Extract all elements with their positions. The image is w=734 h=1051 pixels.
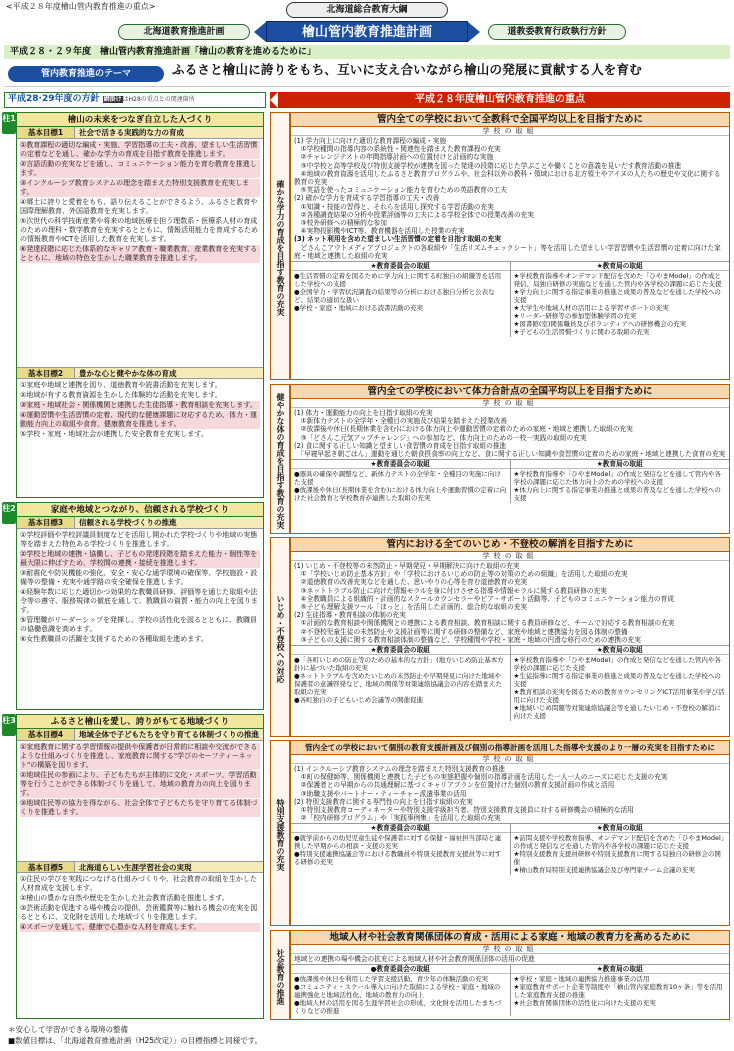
board-column — [291, 460, 510, 503]
column-item: ★地域いじめ問題等対策連絡協議会等を通したいじめ・不登校の解消に向けた支援 — [513, 704, 721, 721]
goal-label: 基本目標2 — [17, 368, 75, 378]
pillar-box — [16, 112, 264, 498]
goal-item: ②檜山の豊かな自然や歴史を生かした社会教育活動を推進します。 — [20, 894, 229, 902]
goal-items — [17, 139, 263, 367]
goal-item: ③地域住民等の協力を得ながら、社会全体で子どもたちを守り育てる体制づくりを推進します。 — [20, 799, 260, 817]
effort-line: ①町の保健師等、関係機関と連携した子どもの実態把握や個別の指導計画を活用した一人一人のニーズに応じた支援の充実 — [294, 773, 668, 782]
column-item: ●地域人材の活用を図る生涯学習社会の形成、文化財を活用したまちづくりなどの推進 — [294, 999, 502, 1016]
effort-line: ①計画的な教育相談や関係機関との連携による教育相談、教育相談に関する教員研修など、チームで対応する教育相談の充実 — [294, 619, 675, 628]
section-label: いじめ・不登校への対応 — [270, 537, 290, 737]
board-efforts — [291, 823, 729, 875]
column-head: ★教育局の取組 — [511, 262, 730, 271]
board-efforts — [291, 261, 729, 337]
effort-line: ①新体力テストの全学年・全種目の実施及び結果を踏まえた授業改善 — [294, 417, 508, 426]
effort-line: ①知識・技能の習得と、それらを活用し探究する学習活動の充実 — [294, 202, 494, 211]
pillar-box — [16, 502, 264, 710]
priority-arrow-icon — [270, 92, 278, 108]
board-efforts — [291, 964, 729, 1016]
goal-item: ④経験年数に応じた適切かつ効果的な教職員研修、評価等を通じた取組や法令等の遵守、服務規律の徹底を通して、教職員の資質・能力の向上を図ります。 — [20, 588, 258, 614]
goal-item: ②地域が有する教育資源を生かした体験的な活動を充実します。 — [20, 391, 222, 399]
section-title: 地域人材や社会教育関係団体の育成・活用による家庭・地域の教育力を高めるために — [291, 931, 729, 945]
effort-line: ③子どもの支援に関する教育相談体制の整備など、学校種間や学校・家庭・地域の円滑な移行のための連携の充実 — [294, 635, 642, 644]
pillar-title: 檜山の未来をつなぎ自立した人づくり — [17, 113, 263, 127]
school-efforts-head: 学校の取組 — [291, 399, 729, 408]
priority-section — [290, 537, 730, 737]
effort-line: ②道徳教育の改善充実などを通した、思いやりの心等を育む道徳教育の充実 — [294, 578, 528, 587]
priority-section — [290, 384, 730, 534]
pillar-label: 柱1 — [2, 112, 16, 134]
goal-item: ③芸術活動を促進する場や機会の提供、芸術鑑賞等に触れる機会の充実を図るとともに、文化財を活用した地域づくりを推進します。 — [20, 904, 258, 921]
column-item: ★リーダー研修等の参加型体験学習の充実 — [513, 312, 637, 321]
section-title: 管内全ての学校において体力合計点の全国平均以上を目指すために — [291, 385, 729, 399]
section-label: 確かな学力の育成を目指す教育の充実 — [270, 112, 290, 380]
effort-line: (1) いじめ・不登校等の未然防止・早期発見・早期解決に向けた取組の充実 — [294, 562, 520, 570]
column-head: ★教育局の取組 — [511, 460, 730, 469]
column-item: ★訪問支援や学校教育指導、オンデマンド配信を含めた「ひやまModel」の作成と発信などを通した管内や各学校の課題に応じた支援 — [513, 834, 725, 851]
goal-head — [17, 367, 263, 379]
goal-item: ④運動習慣や生活習慣の定着、現代的な健康課題に対応するため、体力・運動能力向上の取組や食育、健康教育を推進します。 — [20, 411, 260, 429]
pillar-title: ふるさと檜山を愛し、誇りがもてる地域づくり — [17, 715, 263, 729]
goal-label: 基本目標5 — [17, 862, 75, 872]
goal-item: ①家庭教育に関する学習情報の提供や保護者が日常的に相談や交流ができるような仕組みづくりを推進し、家庭教育に関する"学びのセーフティーネット"の構築を図ります。 — [20, 743, 260, 770]
effort-line: ③中学校と高等学校及び特別支援学校が連携を図った発達の段階に応じた学ぶことや働くことの意義を見いだす教育活動の推進 — [294, 161, 682, 170]
goal-item: ①住民の学びを実践につなげる仕組みづくりや、社会教育の取組を生かした人材育成を支援します。 — [20, 875, 257, 892]
bureau-column — [510, 460, 730, 503]
column-item: ★図書館(室)関係職員及びボランティアへの研修機会の充実 — [513, 320, 687, 329]
school-efforts — [291, 764, 729, 823]
bureau-column — [510, 965, 730, 1016]
column-item: ★学校教育指導や「ひやまModel」の作成と発信などを通して管内や各学校の課題に応じた体力向上のための学校への支援 — [513, 470, 721, 487]
column-item: ★体力向上に関する指定事業の推進と成果の普及などを通した学校への支援 — [513, 486, 721, 503]
goal-item: ④郷土に誇りと愛着をもち、語り伝えることができるよう、ふるさと教育や国際理解教育、外国語教育を充実します。 — [20, 198, 258, 215]
effort-line: ⑤子ども理解支援ツール「ほっと」を活用した計画的、総合的な取組の充実 — [294, 603, 528, 612]
goal-label: 基本目標4 — [17, 729, 75, 740]
theme-label: 管内教育推進のテーマ — [8, 66, 164, 82]
column-item: ★生徒指導に関する指定事業の推進と成果の普及などを通した学校への支援 — [513, 672, 721, 689]
column-item: ●放課後や休日(長期休業を含む)における体力向上や運動習慣の定着に向けた社会教育と学校教育が連携した取組の充実 — [294, 486, 507, 503]
priority-head: 平成２８年度檜山管内教育推進の重点 — [270, 92, 730, 108]
school-efforts — [291, 136, 729, 261]
effort-line: ③校外研修への積極的な参加 — [294, 219, 387, 228]
column-item: ●「各町いじめの防止等のための基本的な方針」(地方いじめ防止基本方針)に基づいた取組の充実 — [294, 656, 504, 673]
effort-line: ②保護者との早期からの共通理解に基づくキャリアプランを位置付けた個別の教育支援計画の作成と活用 — [294, 781, 615, 790]
column-item: ●コミュニティ・スクール導入に向けた取組による学校・家庭・地域の連携強化と地域活性化、地域の教育力の向上 — [294, 983, 501, 1000]
arrow-right-icon — [468, 22, 480, 42]
section-label: 健やかな体の育成を目指す教育の充実 — [270, 384, 290, 534]
column-item: ●学校・家庭・地域における読書活動の充実 — [294, 304, 424, 313]
effort-line: (2) 特別支援教育に関する専門性の向上を目指す取組の充実 — [294, 797, 473, 806]
effort-line: ④実物投影機やICT等、教育機器を活用した授業の充実 — [294, 227, 465, 236]
right-plan: 道教委教育行政執行方針 — [488, 24, 626, 40]
effort-line: ③助職支援やパートナー・ティーチャー派遣事業の活用 — [294, 789, 467, 798]
goal-label: 基本目標3 — [17, 517, 75, 528]
effort-line: (2) 生徒指導・教育相談の体制の充実 — [294, 611, 406, 620]
school-efforts-head: 学校の取組 — [291, 945, 729, 954]
goal-item: ①教育課程の適切な編成・実施、学習指導の工夫・改善、望ましい生活習慣の定着などを通し、確かな学力の育成を目指す教育を推進します。 — [20, 141, 260, 159]
pillar-label: 柱3 — [2, 714, 16, 736]
footnote-1: ＊安心して学習ができる環境の整備 — [8, 1025, 128, 1034]
column-item: ★学校教育指導や「ひやまModel」の作成と発信などを通した管内や各学校の課題に応じた支援 — [513, 656, 721, 673]
effort-line: ②「校内研修プログラム」や「実践事例集」を活用した取組の充実 — [294, 814, 501, 823]
goal-item: ③家庭・地域社会・関係機関と連携した生徒指導・教育相談を充実します。 — [20, 401, 260, 410]
goal-item: ②言語活動の充実などを通し、コミュニケーション能力を育む教育を推進します。 — [20, 160, 260, 178]
section-title: 管内全ての学校において個別の教育支援計画及び個別の指導計画を活用した指導や支援のより一層の充実を目指すために — [291, 741, 729, 755]
arrow-left-icon — [254, 22, 266, 42]
footnote-2: ■数値目標は、「北海道教育推進計画（H25改定）」の目標指標と同様です。 — [8, 1036, 263, 1045]
top-note: <平成２８年度檜山管内教育推進の重点> — [6, 2, 156, 11]
goal-title: 北海道らしい生涯学習社会の実現 — [79, 863, 192, 872]
effort-line: 地域との連携の場や機会の拡充による地域人材や社会教育関係団体の活用の促進 — [294, 955, 535, 963]
column-item: ●ネットトラブルを含めたいじめの未然防止や早期発見に向けた地域や保護者の意識啓発など、地域の関係等対策連絡協議会の内容を踏まえた取組の充実 — [294, 672, 502, 697]
school-efforts — [291, 954, 729, 964]
goal-item: ①学校評価や学校評議員制度などを活用し開かれた学校づくりや地域の実態等を踏まえた特色ある学校づくりを推進します。 — [20, 531, 258, 548]
effort-line: 「早寝早起き朝ごはん」運動を通じた朝食摂食率の向上など、食に関する正しい知識や食習慣の定着のための家庭・地域と連携した食育の充実 — [294, 450, 726, 459]
goal-title: 豊かな心と健やかな体の育成 — [79, 369, 177, 378]
pillar-label: 柱2 — [2, 502, 16, 524]
policy-note: はH28の重点との関連箇所 — [122, 96, 195, 103]
effort-line: ⑤英語を使ったコミュニケーション能力を育むための英語教育の工夫 — [294, 186, 507, 195]
section-label: 社会教育の推進 — [270, 930, 290, 1020]
effort-line: (1) 学力向上に向けた適切な教育課程の編成・実施 — [294, 137, 447, 145]
effort-line: ③ネットトラブル防止に向けた情報モラルを身に付けさせる指導や情報モラルに関する教員研修の充実 — [294, 586, 607, 595]
priority-section — [290, 112, 730, 380]
goal-item: ④スポーツを通して、健康で心豊かな人材を育成します。 — [20, 923, 260, 932]
effort-line: ①「学校いじめ防止基本方針」や「学校におけるいじめの防止等の対策のための組織」を活用した取組の充実 — [294, 570, 628, 579]
column-head: ★教育委員会の取組 — [291, 460, 510, 469]
column-head: ★教育局の取組 — [511, 824, 730, 833]
goal-title: 社会で活きる実践的な力の育成 — [79, 128, 184, 137]
effort-line: (1) 体力・運動能力の向上を目指す取組の充実 — [294, 409, 433, 417]
outline-title: 北海道総合教育大綱 — [286, 2, 448, 18]
effort-line: ②不登校児童生徒の未然防止や支援計画等に関する研修の整備など、家庭や地域と連携協力を図る体制の整備 — [294, 627, 628, 636]
policy-head — [4, 92, 266, 108]
board-column — [291, 646, 510, 721]
column-item: ●放課後や休日を利用した学習支援活動、青少年の体験活動の充実 — [294, 975, 489, 984]
goal-head — [17, 729, 263, 741]
section-title: 管内における全てのいじめ・不登校の解消を目指すために — [291, 538, 729, 552]
goal-item: ⑥発達段階に応じた体系的なキャリア教育・職業教育、産業教育を充実するとともに、地域の特色を生かした職業教育を推進します。 — [20, 245, 260, 263]
school-efforts-head: 学校の取組 — [291, 127, 729, 136]
effort-line: (2) 食に関する正しい知識と望ましい食習慣の育成を目指す取組の推進 — [294, 441, 507, 450]
board-efforts — [291, 459, 729, 503]
column-item: ★特別支援教育支援員研修や特別支援教育に関する局独自の研修会の開催 — [513, 850, 721, 867]
goal-item: ③インクルーシブ教育システムの理念を踏まえた特別支援教育を充実します。 — [20, 179, 260, 197]
pillar-title: 家庭や地域とつながり、信頼される学校づくり — [17, 503, 263, 517]
column-item: ★学校教育指導やオンデマンド配信を含めた「ひやまModel」の作成と発信、局独自研修の実施などを通した管内や各学校の課題に応じた支援 — [513, 272, 722, 289]
effort-line: ②チャレンジテストの年間指導計画への位置付けと計画的な実施 — [294, 153, 494, 162]
effort-line: ②各種調査結果の分析や授業評価等の工夫による学校全体での授業改善の充実 — [294, 210, 535, 219]
column-item: ★大学生や地域人材の活用による学習サポートの充実 — [513, 304, 669, 313]
goal-head — [17, 861, 263, 873]
school-efforts-head: 学校の取組 — [291, 552, 729, 561]
left-plan: 北海道教育推進計画 — [118, 24, 250, 40]
column-head: ★教育局の取組 — [511, 646, 730, 655]
effort-line: ④地域の教育資源を活用したふるさと教育プログラムや、社会科以外の教科・領域における北方領土やアイヌの人たちの歴史や文化に関する教育の充実 — [294, 169, 721, 187]
goal-item: ③耐震化や防災機能の強化、安全・安心な通学環境の確保等、学校施設・設備等の整備・充実や通学路の安全確保を推進します。 — [20, 569, 258, 586]
column-item: ★教育相談の充実を図るための教育カウンセリングICT活用事業や学び活用に向けた支援 — [513, 688, 725, 705]
goal-item: ①家庭や地域と連携を図り、道徳教育や読書活動を充実します。 — [20, 381, 222, 389]
effort-line: (2) 確かな学力を育成する学習指導の工夫・改善 — [294, 194, 440, 203]
board-column — [291, 262, 510, 337]
goal-item: ⑤次世代の科学技術産業や将来の地域医療を担う理数系・医療系人材の育成のための理科・数学教育を充実するとともに、情報活用能力を育成するための情報教育やICTを活用した教育を充実します。 — [20, 217, 258, 243]
goal-item: ⑤学校・家庭・地域社会が連携した安全教育を充実します。 — [20, 430, 208, 438]
effort-line: ③「どさんこ元気アップチャレンジ」への参加など、体力向上のための一校一実践の取組の充実 — [294, 433, 587, 442]
column-head: ★教育局の取組 — [511, 965, 730, 974]
board-column — [291, 965, 510, 1016]
effort-line: ②放課後や休日(長期休業を含む)における体力向上や運動習慣の定着のための家庭・地域と連携した取組の充実 — [294, 425, 633, 434]
column-item: ●就学前からの幼児児童生徒や保護者に対する保健・福祉担当部局と連携した早期からの相談・支援の充実 — [294, 834, 502, 851]
column-item: ●各町独自の子どもいじめ会議等の開催促進 — [294, 696, 424, 705]
column-item: ●生活習慣の定着を図るために学力向上に関する町独自の組織等を活用した学校への支援 — [294, 272, 502, 289]
school-efforts — [291, 408, 729, 459]
column-head: ●教育委員会の取組 — [291, 965, 510, 974]
priority-section — [290, 740, 730, 926]
school-efforts-head: 学校の取組 — [291, 755, 729, 764]
effort-line: ①特別支援教育コーディネーターや特別支援学級担当者、特別支援教育支援員に対する研修機会の積極的な活用 — [294, 806, 634, 815]
column-item: ●器具の確保や調整など、新体力テストの全学年・全種目の実施に向けた支援 — [294, 470, 501, 487]
main-title: 檜山管内教育推進計画 — [266, 21, 468, 42]
bureau-column — [510, 262, 730, 337]
column-item: ●全国学力・学習状況調査の結果等の分析における独自分析と公表など、結果の適切な扱い — [294, 288, 495, 305]
policy-title: 平成28·29年度の方針 — [8, 94, 100, 104]
goal-item: ②地域住民の参画により、子どもたちが主体的に文化・スポーツ、学習活動等を行うことができる体制づくりを通して、地域の教育力の向上を図ります。 — [20, 771, 260, 798]
column-item: ★檜山教育局特別支援連携協議会及び専門家チーム会議の充実 — [513, 866, 695, 875]
effort-line: ④全教職員による組織的・計画的なスクールカウンセラーやピア・サポート活動等、子どものコミュニケーション能力の育成 — [294, 594, 674, 603]
goal-title: 地域全体で子どもたちを守り育てる体制づくりの推進 — [79, 730, 259, 739]
effort-line: どさんこアウトメディアプロジェクトの各取組や「生活リズムチェックシート」等を活用した望ましい学習習慣や生活習慣の定着に向けた家庭・地域と連携した取組の充実 — [294, 243, 721, 260]
goal-head — [17, 517, 263, 529]
effort-line: (3) ネット利用を含めた望ましい生活習慣の定着を目指す取組の充実 — [294, 235, 502, 244]
column-item: ★学校・家庭・地域の連携協力推進事業の活用 — [513, 975, 650, 984]
column-item: ★家庭教育サポート企業等制度や「檜山管内家庭教育10ヶ条」等を活用した家庭教育支援の推進 — [513, 983, 723, 1000]
goal-items — [17, 873, 263, 1041]
goal-title: 信頼される学校づくりの推進 — [79, 518, 177, 527]
theme-text: ふるさと檜山に誇りをもち、互いに支え合いながら檜山の発展に貢献する人を育む — [172, 62, 642, 77]
pillar-box — [16, 714, 264, 1019]
section-title: 管内全ての学校において全教科で全国平均以上を目指すために — [291, 113, 729, 127]
goal-items — [17, 529, 263, 719]
column-head: ★教育委員会の取組 — [291, 262, 510, 271]
plan-bar: 平成２８・２９年度 檜山管内教育推進計画「檜山の教育を進めるために」 — [4, 45, 730, 59]
policy-tag: 網掛け — [103, 96, 122, 103]
section-label: 特別支援教育の充実 — [270, 740, 290, 926]
board-column — [291, 824, 510, 875]
column-head: ★教育委員会の取組 — [291, 646, 510, 655]
goal-item: ⑤管理職がリーダーシップを発揮し、学校の活性化を図るとともに、教職員の協働意識を高めます。 — [20, 616, 257, 633]
goal-items — [17, 741, 263, 861]
goal-label: 基本目標1 — [17, 127, 75, 138]
column-item: ●特別支援連携協議会等における教職員や特別支援教育支援員等に対する研修の充実 — [294, 850, 502, 867]
column-item: ★学力向上に関する指定事業の推進と成果の普及などを通した学校への支援 — [513, 288, 721, 305]
effort-line: ①学校種間の指導内容の系統性・関連性を踏まえた教育課程の充実 — [294, 145, 501, 154]
goal-item: ⑥女性教職員の活躍を支援するための各種取組を進めます。 — [20, 635, 208, 643]
goal-head — [17, 127, 263, 139]
bureau-column — [510, 646, 730, 721]
board-efforts — [291, 645, 729, 721]
priority-section — [290, 930, 730, 1020]
column-item: ★子どもの生活習慣づくりに関わる取組の充実 — [513, 328, 650, 337]
column-head: ★教育委員会の取組 — [291, 824, 510, 833]
goal-item: ②学校と地域の連携・協働し、子どもの発達段階を踏まえた能力・個性等を最大限に伸ばすため、学校間の連携・接続を推進します。 — [20, 550, 260, 568]
bureau-column — [510, 824, 730, 875]
column-item: ★社会教育関係団体の活性化に向けた支援の充実 — [513, 999, 656, 1008]
school-efforts — [291, 561, 729, 645]
effort-line: (1) インクルーシブ教育システムの理念を踏まえた特別支援教育の推進 — [294, 765, 506, 773]
